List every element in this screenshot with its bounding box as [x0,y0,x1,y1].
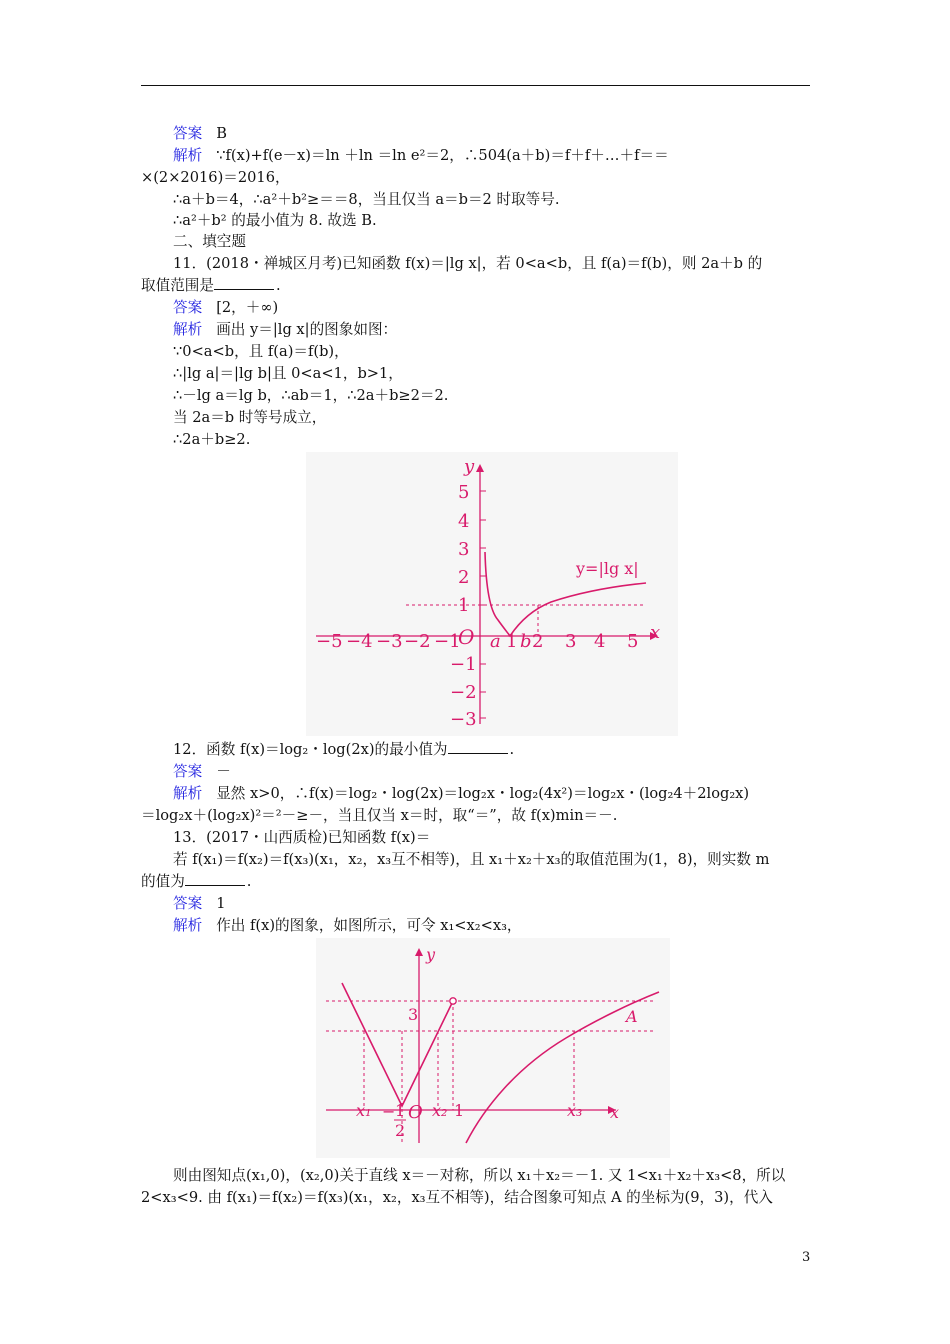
question-11-cont [141,276,281,296]
answer-label: 答案 [173,299,203,316]
x-axis-label: x [650,622,661,643]
x-axis-label: x [610,1103,620,1122]
question-13-cont: 若 f(x₁)＝f(x₂)＝f(x₃)(x₁，x₂，x₃互不相等)，且 x₁＋x₂＋x₃的取值范围为(1，8)，则实数 m [173,851,770,868]
y-tick-label: 1 [458,595,470,616]
answer-blank [185,872,245,886]
y-tick-label: −2 [450,682,477,703]
analysis-text: 画出 y＝|lg x|的图象如图： [216,321,398,338]
text-line: ∴－lg a＝lg b，∴ab＝1，∴2a＋b≥2＝2. [173,387,449,404]
label-half-den: 2 [395,1121,406,1140]
x-tick-label: −1 [434,631,461,652]
analysis-label: 解析 [173,785,203,802]
text-line: ∴2a＋b≥2. [173,431,251,448]
text-line: 2<x₃<9. 由 f(x₁)＝f(x₂)＝f(x₃)(x₁，x₂，x₃互不相等)，结合图象可知点 A 的坐标为(9，3)，代入 [141,1189,773,1206]
text-span: . [246,873,252,890]
analysis-label: 解析 [173,917,203,934]
answer-value: B [216,125,227,142]
origin-label: O [458,625,475,649]
text-line: ×(2×2016)＝2016， [141,169,290,186]
question-11: 11．(2018・禅城区月考)已知函数 f(x)＝|lg x|，若 0<a<b，且 f(a)＝f(b)，则 2a＋b 的 [173,255,763,272]
analysis-line-10 [173,146,669,166]
text-span: . [509,741,515,758]
y-axis-arrow-icon [476,464,484,472]
answer-line-11 [173,298,278,318]
x-tick-label: 5 [627,631,639,652]
y-axis-label: y [426,945,436,964]
header-rule [141,85,810,86]
text-line: 当 2a＝b 时等号成立， [173,409,327,426]
x-tick-label: b [520,631,532,652]
answer-line-12 [173,762,231,782]
text-span: 12．函数 f(x)＝log₂・log(2x)的最小值为 [173,741,448,758]
x-tick-label: 1 [506,631,518,652]
text-span: . [275,277,281,294]
origin-label: O [408,1102,423,1123]
analysis-text: 显然 x>0，∴f(x)＝log₂・log(2x)＝log₂x・log₂(4x²)＝log₂x・(log₂4＋2log₂x) [216,785,750,802]
figure-lg-graph [306,452,678,736]
answer-label: 答案 [173,125,203,142]
analysis-text: ∵f(x)+f(e－x)＝ln ＋ln ＝ln e²＝2，∴504(a＋b)＝f＋f＋…＋f＝＝ [216,147,669,164]
text-line: ∴a＋b＝4，∴a²＋b²≥＝＝8，当且仅当 a＝b＝2 时取等号. [173,191,560,208]
answer-label: 答案 [173,895,203,912]
x-tick-label: 4 [594,631,606,652]
label-x3: x₃ [567,1101,583,1120]
question-13: 13．(2017・山西质检)已知函数 f(x)＝ [173,829,431,846]
y-tick-label: −1 [450,654,477,675]
section-heading: 二、填空题 [173,233,246,250]
x-tick-label: −3 [376,631,403,652]
y-tick-label: 2 [458,567,470,588]
label-3: 3 [408,1005,419,1024]
answer-line-10 [173,124,227,144]
analysis-line-11 [173,320,397,340]
x-tick-label: a [490,631,501,652]
analysis-line-12 [173,784,749,804]
label-A: A [626,1007,638,1026]
text-line: ＝log₂x＋(log₂x)²＝²－≥－，当且仅当 x＝时，取“＝”，故 f(x)min＝－. [141,807,618,824]
label-half-num: 1 [395,1101,406,1120]
analysis-line-13 [173,916,522,936]
y-tick-label: −3 [450,709,477,730]
y-axis-label: y [464,456,475,477]
text-line: ∴a²＋b² 的最小值为 8. 故选 B. [173,212,377,229]
label-minus: − [382,1102,396,1121]
text-line: 则由图知点(x₁,0)，(x₂,0)关于直线 x＝－对称，所以 x₁＋x₂＝－1. 又 1<x₁＋x₂＋x₃<8，所以 [173,1167,786,1184]
x-tick-label: −5 [316,631,343,652]
x-tick-label: −2 [404,631,431,652]
y-tick-label: 5 [458,482,470,503]
label-1: 1 [454,1101,465,1120]
question-13-cont [141,872,251,892]
label-x1: x₁ [356,1101,372,1120]
y-tick-label: 4 [458,511,470,532]
curve-label: y=|lg x| [576,559,639,578]
x-tick-label: 3 [565,631,577,652]
y-axis-arrow-icon [415,948,423,956]
analysis-label: 解析 [173,147,203,164]
figure-piecewise-graph [316,938,670,1158]
analysis-text: 作出 f(x)的图象，如图所示，可令 x₁<x₂<x₃， [216,917,522,934]
page-number: 3 [802,1250,811,1265]
text-span: 的值为 [141,873,185,890]
x-tick-label: 2 [532,631,544,652]
answer-label: 答案 [173,763,203,780]
answer-value: [2，＋∞) [216,299,279,316]
question-12 [173,740,514,760]
open-point-icon [450,998,456,1004]
text-line: ∴|lg a|＝|lg b|且 0<a<1，b>1， [173,365,403,382]
x-tick-label: −4 [346,631,373,652]
answer-value: 1 [216,895,226,912]
analysis-label: 解析 [173,321,203,338]
answer-value: － [216,763,231,780]
text-span: 取值范围是 [141,277,214,294]
answer-line-13 [173,894,226,914]
label-x2: x₂ [432,1101,448,1120]
text-line: ∵0<a<b，且 f(a)＝f(b)， [173,343,349,360]
answer-blank [214,276,274,290]
answer-blank [448,740,508,754]
y-tick-label: 3 [458,539,470,560]
